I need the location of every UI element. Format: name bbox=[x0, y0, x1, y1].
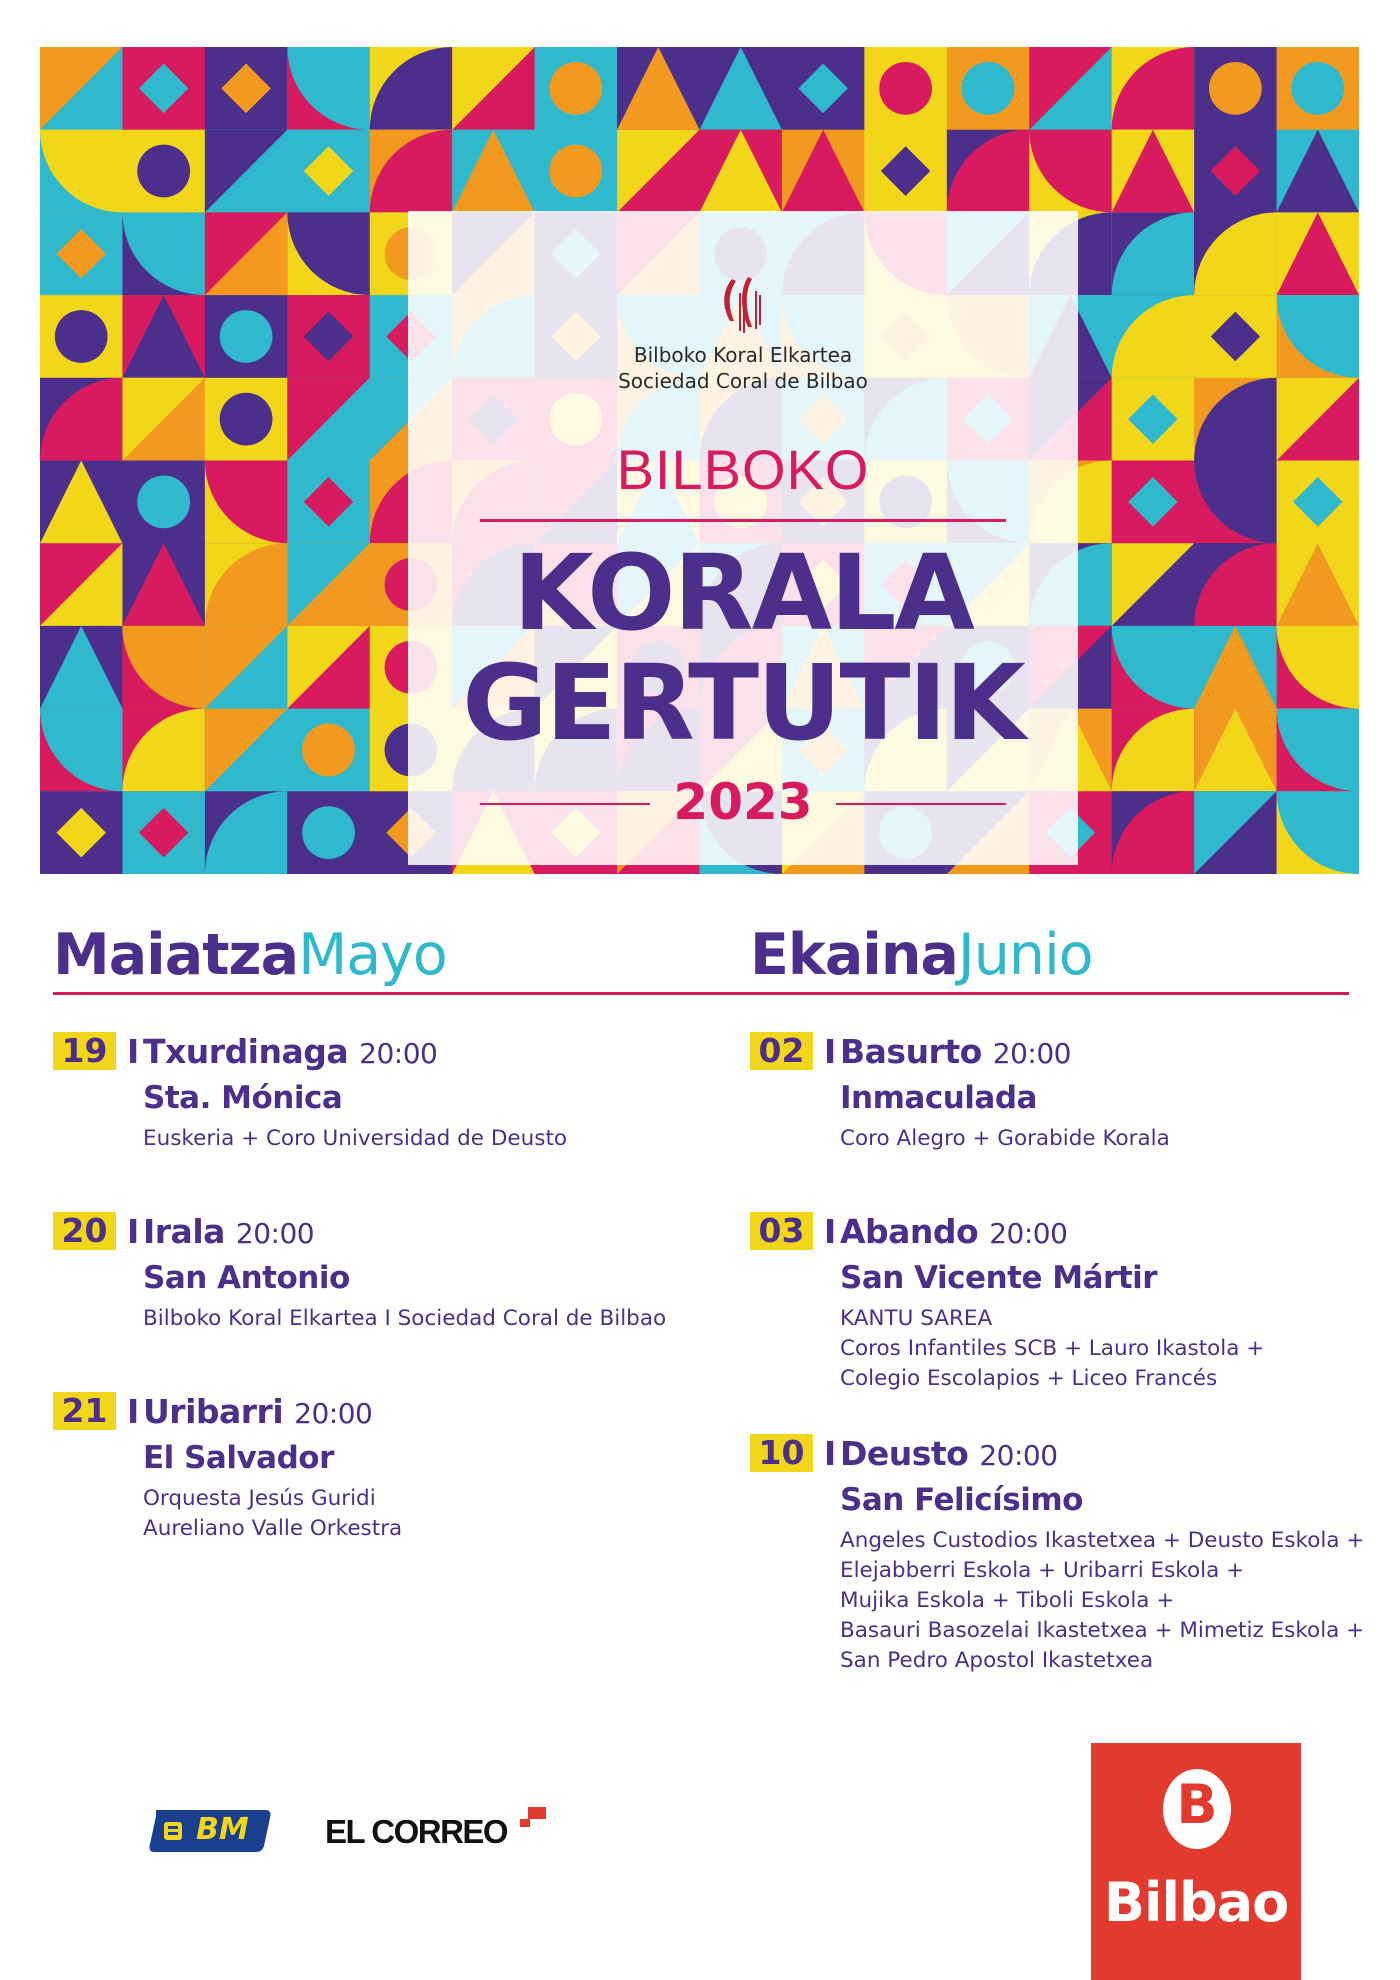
year-row bbox=[480, 773, 1006, 833]
event-item bbox=[750, 1432, 1390, 1676]
event-separator: I bbox=[824, 1212, 837, 1251]
event-item bbox=[53, 1210, 693, 1334]
event-place bbox=[143, 1210, 314, 1256]
event-place bbox=[840, 1210, 1067, 1256]
event-day: 10 bbox=[750, 1434, 813, 1472]
event-item bbox=[750, 1210, 1390, 1394]
choir-logo-icon bbox=[718, 271, 768, 335]
event-time: 20:00 bbox=[979, 1439, 1058, 1472]
event-separator: I bbox=[824, 1434, 837, 1473]
elcorreo-logo bbox=[325, 1807, 555, 1855]
bm-logo bbox=[148, 1808, 272, 1854]
event-day: 19 bbox=[53, 1032, 116, 1070]
event-performers: Colegio Escolapios + Liceo Francés bbox=[840, 1366, 1218, 1391]
month-heading bbox=[750, 920, 1398, 990]
event-separator: I bbox=[127, 1212, 140, 1251]
event-place bbox=[840, 1432, 1058, 1478]
elcorreo-flag-icon bbox=[520, 1807, 550, 1829]
event-time: 20:00 bbox=[294, 1397, 373, 1430]
bilbao-city-logo bbox=[1091, 1743, 1301, 1980]
event-church: San Antonio bbox=[143, 1260, 350, 1296]
event-day: 21 bbox=[53, 1392, 116, 1430]
event-performers: KANTU SAREA bbox=[840, 1306, 993, 1331]
event-church: El Salvador bbox=[143, 1440, 334, 1476]
event-place-name: Irala bbox=[143, 1212, 225, 1251]
org-name-es: Sociedad Coral de Bilbao bbox=[618, 369, 868, 393]
event-place bbox=[143, 1030, 437, 1076]
title-line-2: GERTUTIK bbox=[462, 642, 1024, 764]
event-performers: Coro Alegro + Gorabide Korala bbox=[840, 1126, 1170, 1151]
event-separator: I bbox=[127, 1032, 140, 1071]
geometric-banner bbox=[40, 47, 1359, 874]
event-church: San Felicísimo bbox=[840, 1482, 1083, 1518]
event-church: Sta. Mónica bbox=[143, 1080, 343, 1116]
elcorreo-logo-text: EL CORREO bbox=[325, 1813, 508, 1850]
title-line-1: KORALA bbox=[513, 532, 973, 654]
event-performers: Elejabberri Eskola + Uribarri Eskola + bbox=[840, 1558, 1245, 1583]
event-performers: Coros Infantiles SCB + Lauro Ikastola + bbox=[840, 1336, 1265, 1361]
event-place bbox=[840, 1030, 1071, 1076]
month-eu: Maiatza bbox=[53, 922, 299, 988]
event-item bbox=[750, 1030, 1390, 1154]
event-performers: Mujika Eskola + Tiboli Eskola + bbox=[840, 1588, 1175, 1613]
month-divider bbox=[53, 992, 1349, 995]
june-column bbox=[750, 920, 1398, 990]
event-time: 20:00 bbox=[992, 1037, 1071, 1070]
event-performers: Aureliano Valle Orkestra bbox=[143, 1516, 403, 1541]
event-church: Inmaculada bbox=[840, 1080, 1037, 1116]
event-separator: I bbox=[127, 1392, 140, 1431]
may-column bbox=[53, 920, 701, 990]
event-performers: Euskeria + Coro Universidad de Deusto bbox=[143, 1126, 568, 1151]
event-place-name: Basurto bbox=[840, 1032, 982, 1071]
event-day: 03 bbox=[750, 1212, 813, 1250]
event-place bbox=[143, 1390, 372, 1436]
event-time: 20:00 bbox=[359, 1037, 438, 1070]
org-name-eu: Bilboko Koral Elkartea bbox=[633, 343, 853, 367]
event-performers: Basauri Basozelai Ikastetxea + Mimetiz Eskola + bbox=[840, 1618, 1365, 1643]
bilbao-b-letter: B bbox=[1176, 1773, 1218, 1836]
month-es: Junio bbox=[957, 922, 1093, 988]
event-time: 20:00 bbox=[989, 1217, 1068, 1250]
event-item bbox=[53, 1390, 693, 1544]
event-time: 20:00 bbox=[235, 1217, 315, 1250]
event-performers: Orquesta Jesús Guridi bbox=[143, 1486, 376, 1511]
event-place-name: Abando bbox=[840, 1212, 979, 1251]
year: 2023 bbox=[673, 773, 813, 831]
month-heading bbox=[53, 920, 701, 990]
event-place-name: Txurdinaga bbox=[143, 1032, 349, 1071]
event-performers: San Pedro Apostol Ikastetxea bbox=[840, 1648, 1154, 1673]
event-performers: Bilboko Koral Elkartea I Sociedad Coral de Bilbao bbox=[143, 1306, 667, 1331]
event-day: 20 bbox=[53, 1212, 116, 1250]
bilbao-city-name: Bilbao bbox=[1103, 1871, 1289, 1934]
event-church: San Vicente Mártir bbox=[840, 1260, 1158, 1296]
month-es: Mayo bbox=[298, 922, 447, 988]
event-day: 02 bbox=[750, 1032, 813, 1070]
title-card bbox=[408, 211, 1078, 865]
title-divider bbox=[480, 519, 1006, 522]
event-place-name: Deusto bbox=[840, 1434, 969, 1473]
event-separator: I bbox=[824, 1032, 837, 1071]
month-eu: Ekaina bbox=[750, 922, 958, 988]
bm-logo-text: BM bbox=[196, 1812, 249, 1847]
event-place-name: Uribarri bbox=[143, 1392, 284, 1431]
event-performers: Angeles Custodios Ikastetxea + Deusto Eskola + bbox=[840, 1528, 1365, 1553]
pre-title: BILBOKO bbox=[616, 438, 870, 501]
event-item bbox=[53, 1030, 693, 1154]
